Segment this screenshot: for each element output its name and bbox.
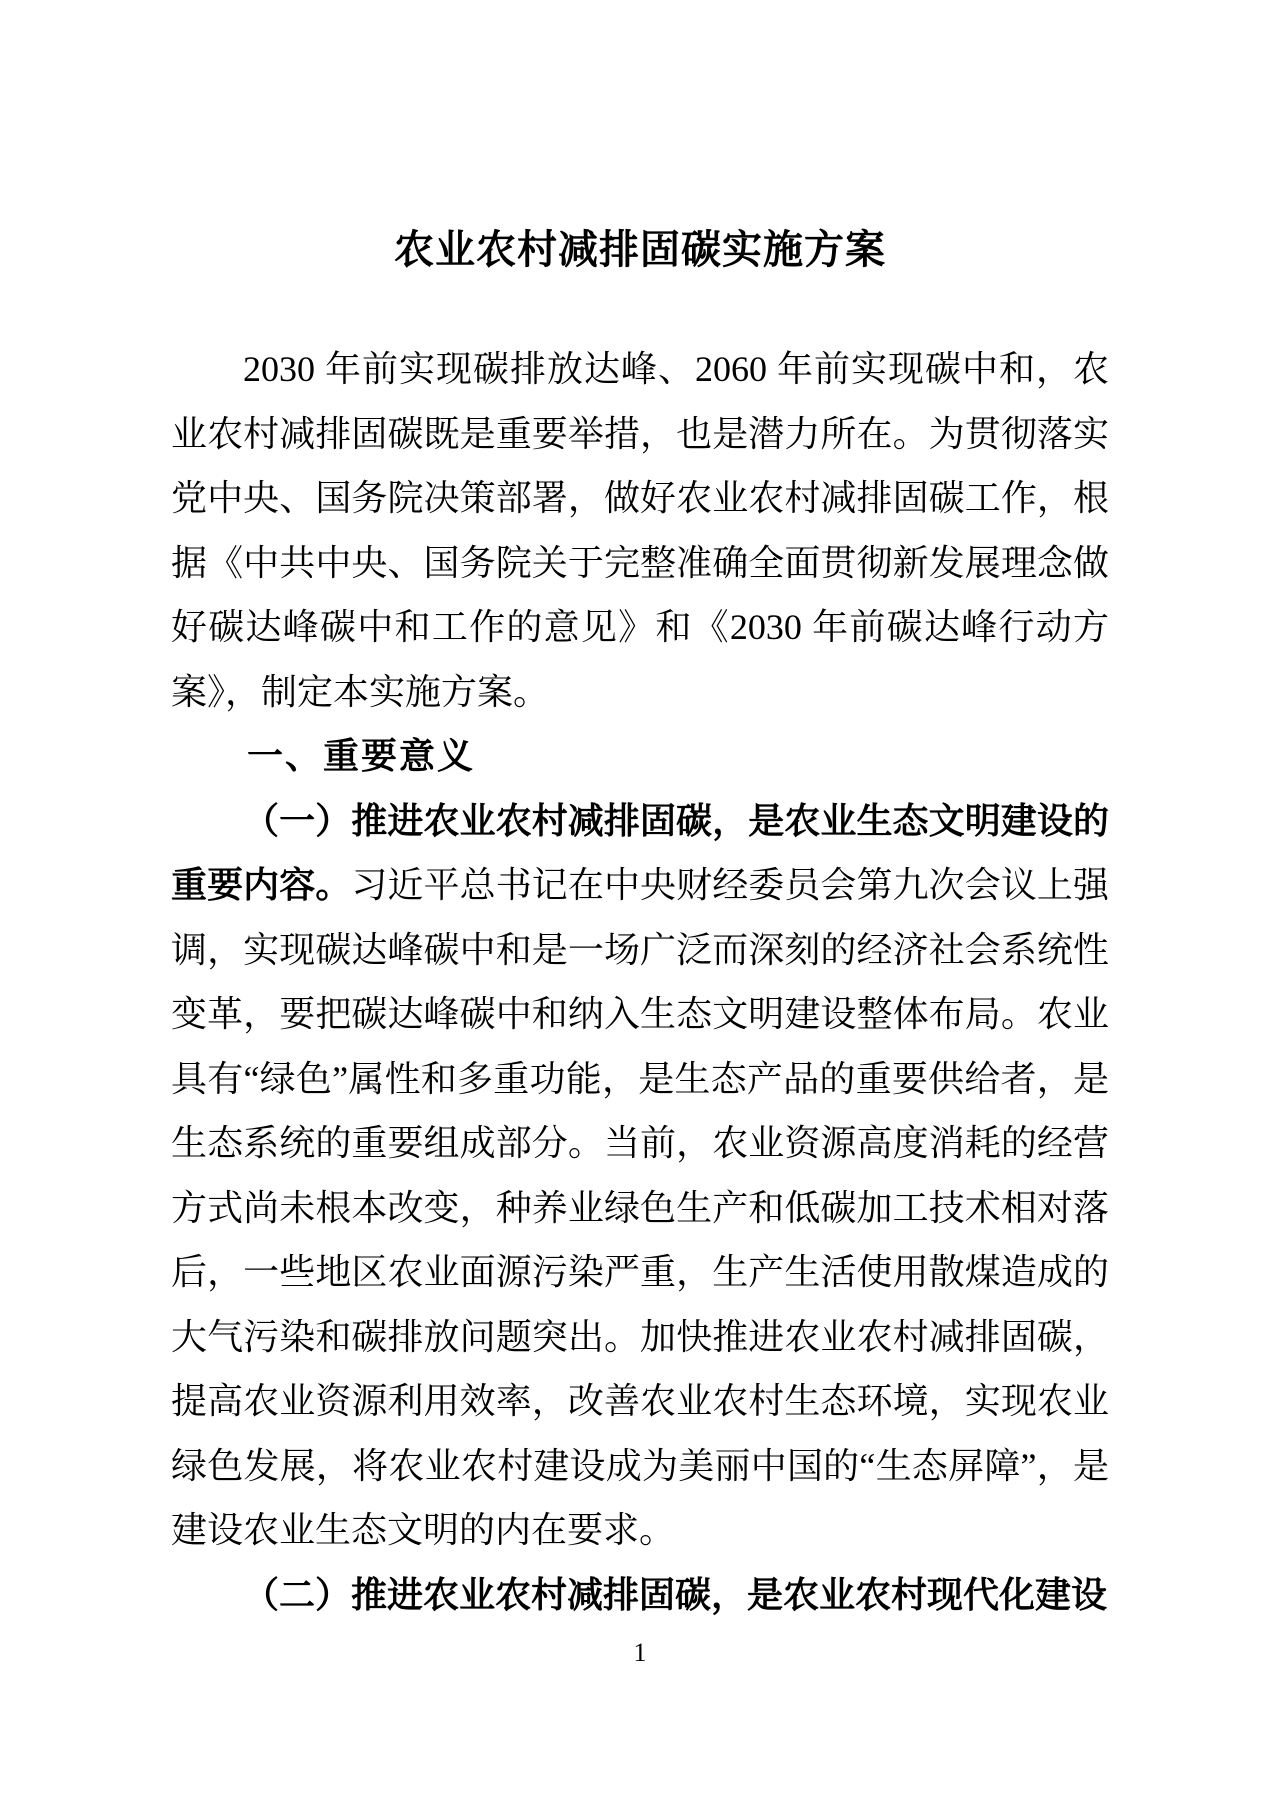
paragraph-item-1-lead: （一）推进农业农村减排固碳，是农业生态文明建设的重要内容。 (171, 800, 1109, 905)
paragraph-item-1-text: 习近平总书记在中央财经委员会第九次会议上强调，实现碳达峰碳中和是一场广泛而深刻的经济社会系统性变革，要把碳达峰碳中和纳入生态文明建设整体布局。农业具有“绿色”属性和多重功能，是生态产品的重要供给者，是生态系统的重要组成部分。当前，农业资源高度消耗的经营方式尚未根本改变，种养业绿色生产和低碳加工技术相对落后，一些地区农业面源污染严重，生产生活使用散煤造成的大气污染和碳排放问题突出。加快推进农业农村减排固碳，提高农业资源利用效率，改善农业农村生态环境，实现农业绿色发展，将农业农村建设成为美丽中国的“生态屏障”，是建设农业生态文明的内在要求。 (171, 865, 1109, 1550)
paragraph-item-2-lead: （二）推进农业农村减排固碳，是农业农村现代化建设 (243, 1574, 1108, 1615)
page-number: 1 (633, 1638, 647, 1667)
document-body (171, 337, 1109, 1627)
paragraph-item-2 (171, 1563, 1109, 1628)
section-heading-importance: 一、重要意义 (247, 735, 476, 776)
paragraph-item-1 (171, 789, 1109, 1563)
document-title: 农业农村减排固碳实施方案 (394, 227, 886, 272)
intro-paragraph: 2030 年前实现碳排放达峰、2060 年前实现碳中和，农业农村减排固碳既是重要举措，也是潜力所在。为贯彻落实党中央、国务院决策部署，做好农业农村减排固碳工作，根据《中共中央、国务院关于完整准确全面贯彻新发展理念做好碳达峰碳中和工作的意见》和《2030 年前碳达峰行动方案》，制定本实施方案。 (171, 349, 1109, 712)
